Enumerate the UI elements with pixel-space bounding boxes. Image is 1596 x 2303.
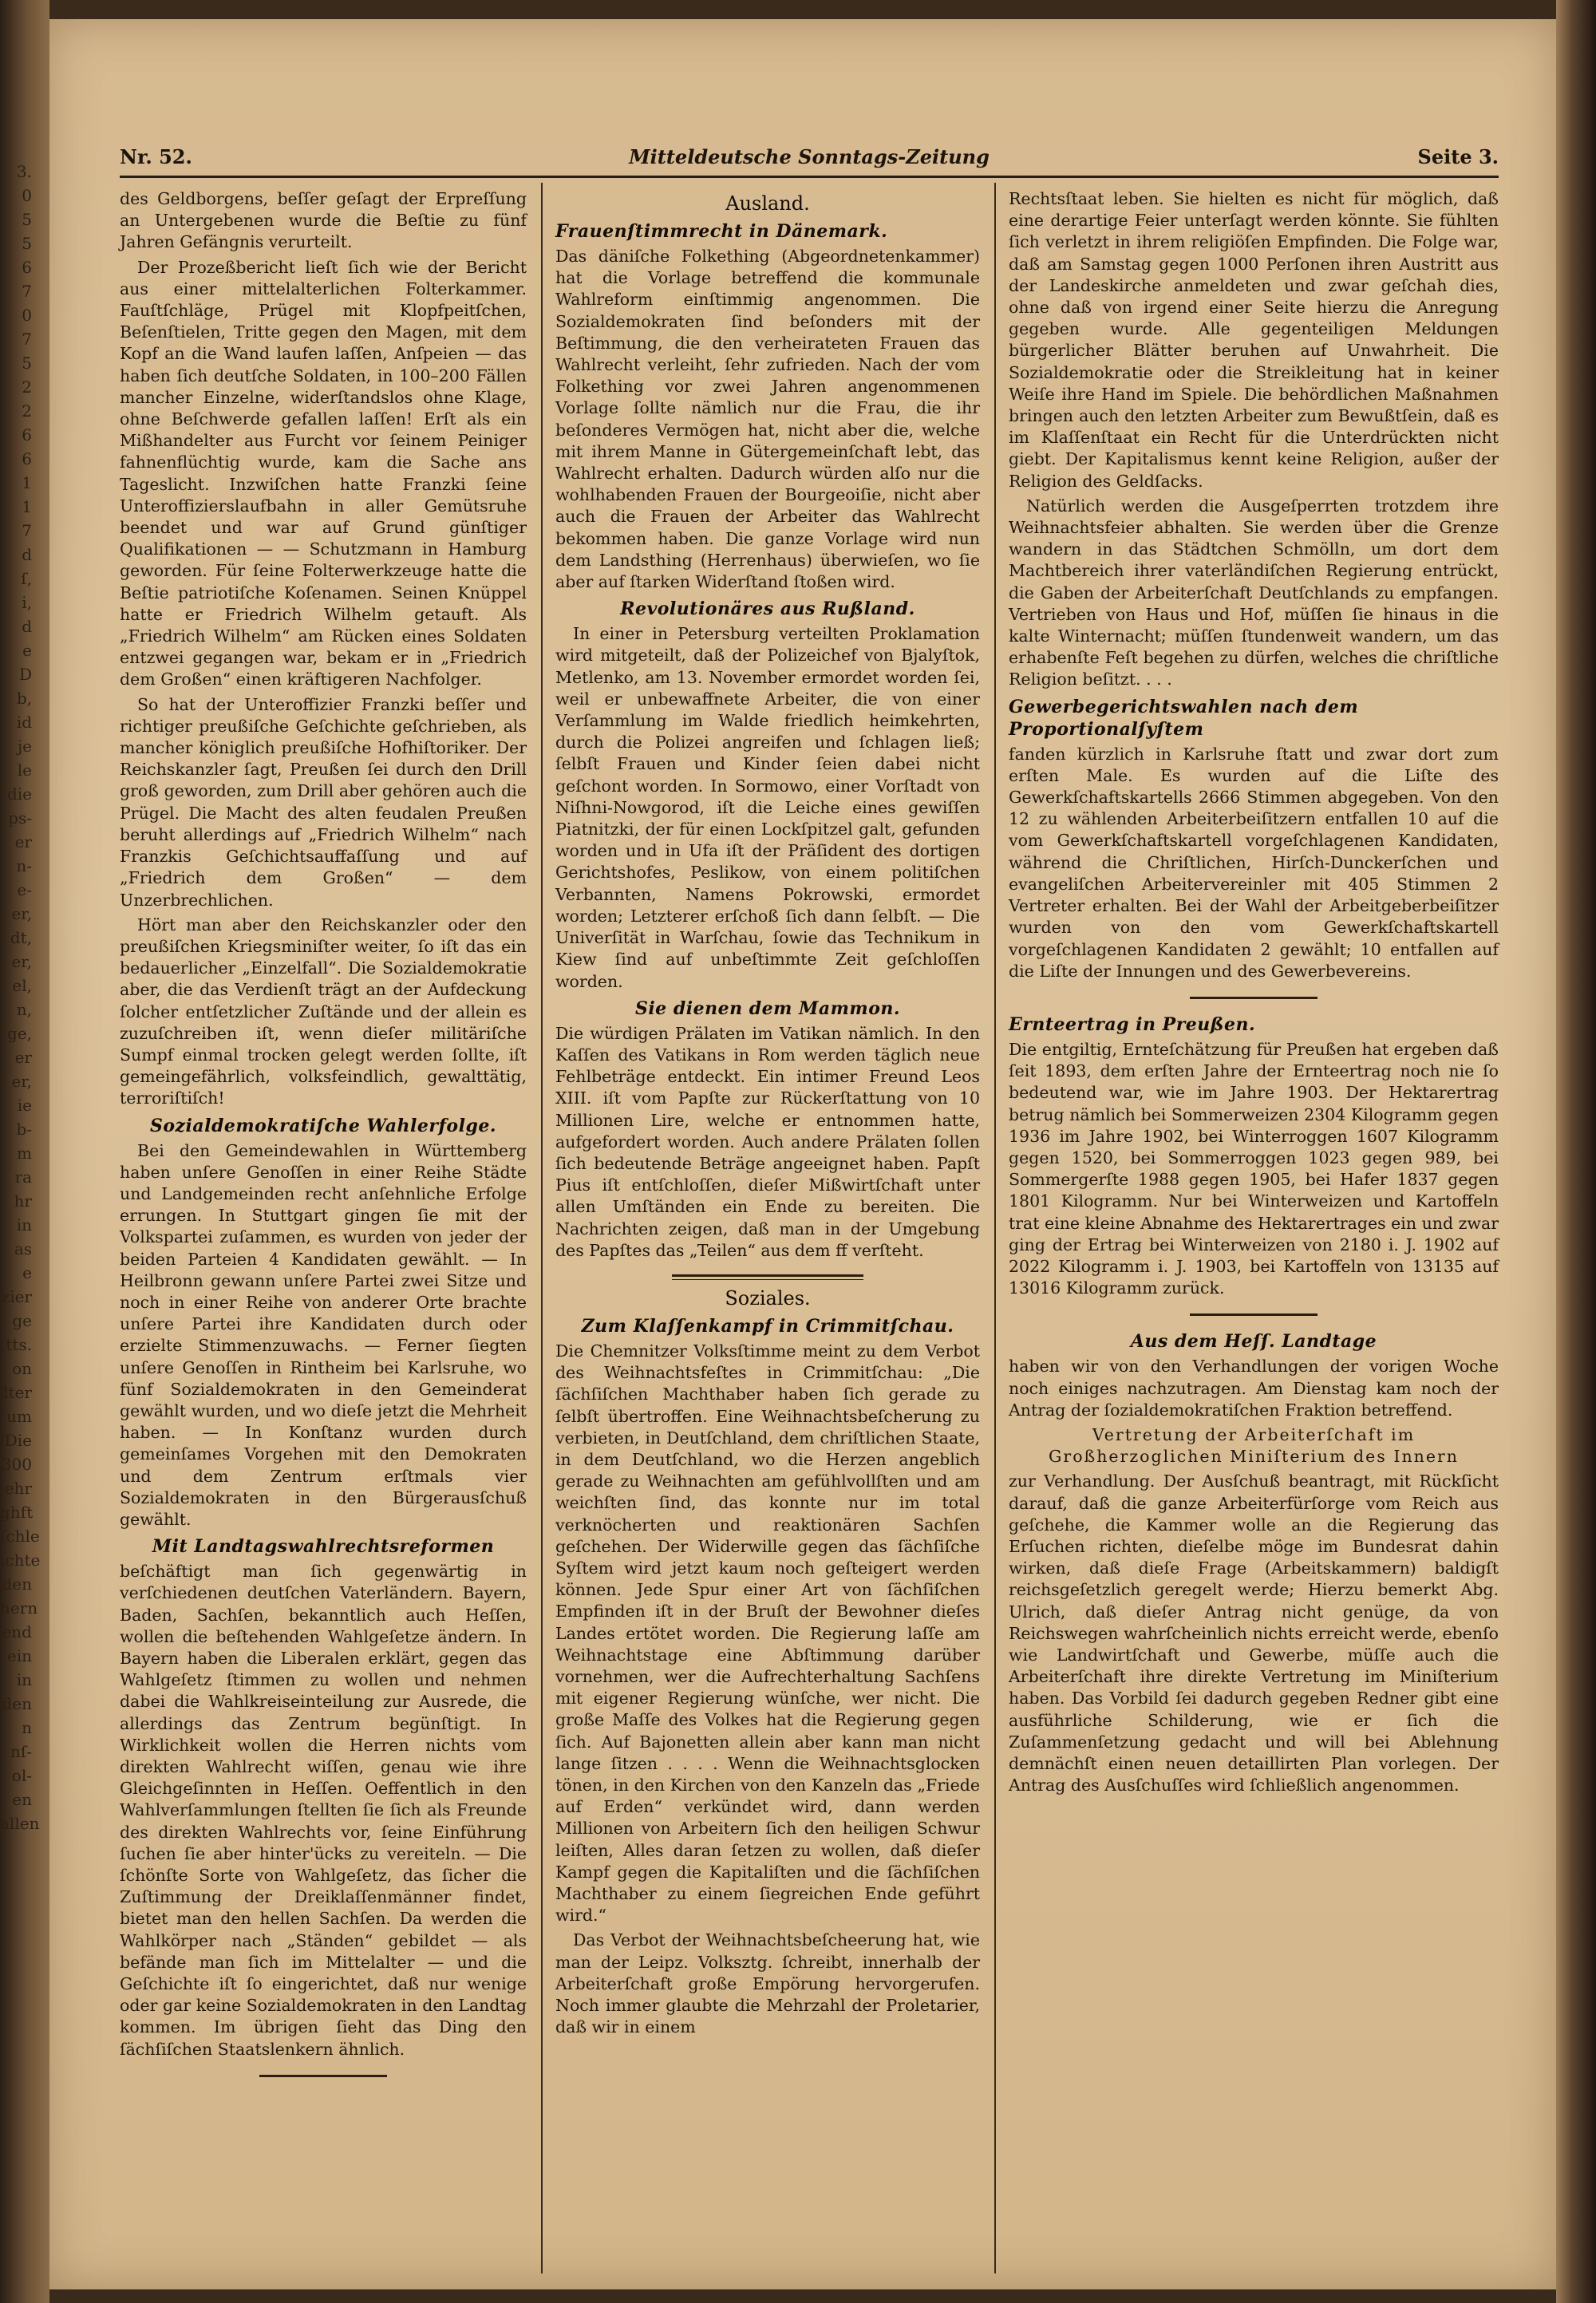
column-1 [120, 188, 527, 2263]
article-headline: Mit Landtagswahlrechtsreformen [152, 1536, 495, 1558]
article-headline: Frauenſtimmrecht in Dänemark. [555, 221, 888, 242]
adjacent-page-fragment: ichte [0, 1550, 41, 1570]
adjacent-page-fragment: 6 [22, 425, 32, 444]
adjacent-page-fragment: end [2, 1622, 32, 1641]
adjacent-page-fragment: 2 [22, 401, 32, 421]
adjacent-page-fragment: allen [0, 1814, 40, 1833]
article-text: haben wir von den Verhandlungen der vorigen Woche noch einiges nachzutragen. Am Dienstag kam noch der Antrag der ſozialdemokratiſchen Fraktion betreffend. [1009, 1357, 1499, 1420]
article-text: Natürlich werden die Ausgeſperrten trotzdem ihre Weihnachtsfeier abhalten. Sie werden über die Grenze wandern in das Städtchen Schmölln, um dort dem Machtbereich ihrer vaterländiſchen Regierung entrückt, die Gaben der Arbeiterſchaft Deutſchlands zu empfangen. Vertrieben von Haus und Hof, müſſen ſie hinaus in die kalte Winternacht; müſſen ſtundenweit wandern, um das erhabenſte Feſt begehen zu dürfen, welches die chriſtliche Religion beſitzt. . . . [1009, 496, 1499, 689]
adjacent-page-fragment: Die [4, 1431, 32, 1450]
adjacent-page-fragment: 5 [22, 234, 32, 253]
adjacent-page-fragment: ſchle [0, 1527, 40, 1546]
newspaper-title: Mitteldeutsche Sonntags-Zeitung [629, 145, 990, 168]
page-number: Seite 3. [1417, 145, 1499, 168]
section-heading: Ausland. [725, 192, 810, 215]
adjacent-page-fragment: 5 [22, 210, 32, 229]
book-spine-right [1556, 0, 1596, 2303]
column-divider [541, 183, 543, 2273]
adjacent-page-fragment: lter [3, 1383, 32, 1402]
article-text: fanden kürzlich in Karlsruhe ſtatt und zwar dort zum erſten Male. Es wurden auf die Liſte des Gewerkſchaftskartells 2666 Stimmen abgegeben. Von den 12 zu wählenden Arbeiterbeiſitzern entfallen 10 auf die vom Gewerkſchaftskartell vorgeſchlagenen Kandidaten, während die Chriſtlichen, Hirſch-Dunckerſchen und evangeliſchen Arbeitervereinler mit 405 Stimmen 2 Vertreter erhalten. Bei der Wahl der Arbeitgeberbeiſitzer wurden von den vom Gewerkſchaftskartell vorgeſchlagenen Kandidaten 2 gewählt; 10 entfallen auf die Liſte der Innungen und des Gewerbevereins. [1009, 744, 1499, 981]
article-headline: Sie dienen dem Mammon. [634, 997, 901, 1019]
article-subheading: Vertretung der Arbeiterſchaft im Großherzoglichen Miniſterium des Innern [1049, 1424, 1459, 1467]
article-text: Die entgiltig, Ernteſchätzung für Preußen hat ergeben daß ſeit 1893, dem erſten Jahre der Ernteertrag noch nie ſo bedeutend war, wie im Jahre 1903. Der Hektarertrag betrug nämlich bei Sommerweizen 2304 Kilogramm gegen 1936 im Jahre 1902, bei Winterroggen 1607 Kilogramm gegen 1520, bei Sommerroggen 1023 gegen 989, bei Sommergerſte 1988 gegen 1905, bei Hafer 1837 gegen 1801 Kilogramm. Nur bei Winterweizen und Kartoffeln trat eine kleine Abnahme des Hektarertrages ein und zwar ging der Ertrag bei Winterweizen von 2180 i. J. 1902 auf 2022 Kilogramm i. J. 1903, bei Kartoffeln von 13135 auf 13016 Kilogramm zurück. [1009, 1039, 1499, 1298]
article-text: In einer in Petersburg verteilten Proklamation wird mitgeteilt, daß der Polizeichef von Bjalyſtok, Metlenko, am 13. November ermordet worden ſei, weil er unbewaffnete Arbeiter, die von einer Verſammlung im Walde friedlich heimkehrten, durch die Polizei angreifen und ſchlagen ließ; ſelbſt Frauen und Kinder ſeien dabei nicht geſchont worden. In Sormowo, einer Vorſtadt von Niſhni-Nowgorod, iſt die Leiche eines gewiſſen Piatnitzki, der für einen Lockſpitzel galt, gefunden worden und in Ufa iſt der Präſident des dortigen Gerichtshofes, Peslikow, von einem politiſchen Verbannten, Namens Pokrowski, ermordet worden; Letzterer erſchoß ſich dann ſelbſt. — Die Univerſität in Warſchau, ſowie das Technikum in Kiew ſind auf unbeſtimmte Zeit geſchloſſen worden. [555, 624, 980, 991]
adjacent-page-fragments [0, 160, 41, 2202]
column-divider [994, 183, 996, 2273]
adjacent-page-fragment: 300 [1, 1455, 32, 1474]
adjacent-page-fragment: 7 [22, 282, 32, 301]
adjacent-page-fragment: 7 [22, 521, 32, 540]
adjacent-page-fragment: um [6, 1407, 32, 1426]
article-text: Hört man aber den Reichskanzler oder den preußiſchen Kriegsminiſter weiter, ſo iſt das ein bedauerlicher „Einzelfall“. Die Sozialdemokratie aber, die das Verdienſt trägt an der Aufdeckung ſolcher entſetzlicher Zuſtände und der allein es zuzuſchreiben iſt, wenn dieſer militäriſche Sumpf einmal trocken gelegt werden ſollte, iſt gemeingefährlich, volksfeindlich, gewalttätig, terroriſtiſch! [120, 914, 527, 1108]
adjacent-page-fragment: 1 [22, 497, 32, 516]
adjacent-page-fragment: ps- [8, 808, 32, 828]
adjacent-page-fragment: d [22, 617, 32, 636]
article-text: Rechtsſtaat leben. Sie hielten es nicht für möglich, daß eine derartige Feier unterſagt werden könnte. Sie fühlten ſich verletzt in ihrem religiöſen Empfinden. Die Folge war, daß am Samstag gegen 1000 Perſonen ihren Austritt aus der Landeskirche anmeldeten und zwar geſchah dies, ohne daß von irgend einer Seite hierzu die Anregung gegeben wurde. Alle gegenteiligen Meldungen bürgerlicher Blätter beruhen auf Unwahrheit. Die Sozialdemokratie oder die Streikleitung hat in keiner Weiſe ihre Hand im Spiele. Die behördlichen Maßnahmen bringen auch den letzten Arbeiter zum Bewußtſein, daß es im Klaſſenſtaat ein Recht für die Unterdrückten nicht giebt. Der Kapitalismus kennt keine Religion, außer der Religion des Geldſacks. [1009, 189, 1499, 491]
adjacent-page-fragment: ghft [0, 1503, 34, 1522]
adjacent-page-fragment: 3. [16, 162, 32, 181]
adjacent-page-fragment: ſ, [21, 569, 32, 588]
adjacent-page-fragment: m [17, 1144, 32, 1163]
adjacent-page-fragment: in [16, 1670, 32, 1689]
adjacent-page-fragment: er, [11, 1072, 32, 1091]
article-headline: Gewerbegerichtswahlen nach dem Proportionalſyſtem [1009, 696, 1359, 740]
column-3 [1009, 188, 1499, 2263]
adjacent-page-fragment: er [14, 832, 32, 851]
adjacent-page-fragment: D [18, 665, 32, 684]
adjacent-page-fragment: ein [6, 1646, 32, 1665]
adjacent-page-fragment: e [22, 641, 32, 660]
adjacent-page-fragment: je [17, 737, 32, 756]
article-text: des Geldborgens, beſſer geſagt der Erpreſſung an Untergebenen wurde die Beſtie zu fünf Jahren Gefängnis verurteilt. [120, 189, 527, 252]
newspaper-page [49, 19, 1556, 2289]
adjacent-page-fragment: er [14, 1048, 32, 1067]
article-text: Die Chemnitzer Volksſtimme meint zu dem Verbot des Weihnachtsfeſtes in Crimmitſchau: „Die ſächſiſchen Machthaber haben ſich gerade zu ſelbſt übertroffen. Eine Weihnachtsbeſcherung zu verbieten, in Deutſchland, dem chriſtlichen Staate, in dem Deutſchland, wo die Herzen angeblich gerade zu Weihnachten am gefühlvollſten und am weichſten ſind, das konnte nur im total verknöcherten und reaktionären Sachſen geſchehen. Der Widerwille gegen das ſächſiſche Syſtem wird jetzt kaum noch geſteigert werden können. Jede Spur einer Art von ſächſiſchen Empfinden iſt in der Bruſt der Bewohner dieſes Landes ertötet worden. Die Regierung laſſe am Weihnachtstage eine Abſtimmung darüber vornehmen, wer die Aufrechterhaltung Sachſens mit eigener Regierung wünſche, wer nicht. Die große Maſſe des Volkes hat die Regierung gegen ſich. Auf Bajonetten allein aber kann man nicht lange ſitzen . . . . Wenn die Weihnachtsglocken tönen, in den Kirchen von den Kanzeln das „Friede auf Erden“ verkündet wird, dann werden Millionen von Arbeitern ſich den heiligen Schwur leiſten, Alles daran ſetzen zu wollen, daß dieſer Kampf gegen die Kapitaliſten und die ſächſiſchen Machthaber zu einem ſiegreichen Ende geführt wird.“ [555, 1341, 980, 1926]
adjacent-page-fragment: ehr [4, 1479, 32, 1498]
column-2 [555, 188, 980, 2263]
adjacent-page-fragment: den [2, 1574, 32, 1594]
adjacent-page-fragment: e [22, 1263, 32, 1282]
adjacent-page-fragment: d [22, 545, 32, 564]
article-text: beſchäftigt man ſich gegenwärtig in verſchiedenen deutſchen Vaterländern. Bayern, Baden, Sachſen, bekanntlich auch Heſſen, wollen die beſtehenden Wahlgeſetze ändern. In Bayern haben die Liberalen erklärt, gegen das Wahlgeſetz ſtimmen zu wollen und nehmen dabei die Wahlkreiseinteilung zur Ausrede, die allerdings das Zentrum begünſtigt. In Wirklichkeit wollen die Herren nichts vom direkten Wahlrecht wiſſen, genau wie ihre Gleichgeſinnten in Heſſen. Oeffentlich in den Wahlverſammlungen ſtellten ſie ſich als Freunde des direkten Wahlrechts vor, ſeine Einführung ſuchen ſie aber hinter'ücks zu vereiteln. — Die ſchönſte Sorte von Wahlgeſetz, das ſicher die Zuſtimmung der Dreiklaſſenmänner findet, bietet man den hellen Sachſen. Da werden die Wahlkörper nach „Ständen“ gebildet — als befände man ſich im Mittelalter — und die Geſchichte iſt ſo eingerichtet, daß nur wenige oder gar keine Sozialdemokraten in den Landtag kommen. Im übrigen ſieht das Ding den ſächſiſchen Staatslenkern ähnlich. [120, 1562, 527, 2059]
adjacent-page-fragment: 5 [22, 354, 32, 373]
adjacent-page-fragment: tts. [6, 1335, 32, 1354]
adjacent-page-fragment: en [12, 1790, 32, 1809]
article-text: Das däniſche Folkething (Abgeordnetenkammer) hat die Vorlage betreffend die kommunale Wahlreform einſtimmig angenommen. Die Sozialdemokraten ſind beſonders mit der Beſtimmung, die den verheirateten Frauen das Wahlrecht verleiht, ſehr zufrieden. Nach der vom Folkething vor zwei Jahren angenommenen Vorlage ſollte nämlich nur die Frau, die ihr beſonderes Vermögen hat, nicht aber die, welche mit ihrem Manne in Gütergemeinſchaft lebt, das Wahlrecht erhalten. Dadurch würden alſo nur die wohlhabenden Frauen der Bourgeoiſie, nicht aber auch die Frauen der Arbeiter das Wahlrecht bekommen haben. Die ganze Vorlage wird nun dem Landsthing (Herrenhaus) überwieſen, wo ſie aber auf ſtarken Widerſtand ſtoßen wird. [555, 247, 980, 592]
article-text: Bei den Gemeindewahlen in Württemberg haben unſere Genoſſen in einer Reihe Städte und Landgemeinden recht anſehnliche Erfolge errungen. In Stuttgart gingen ſie mit der Volkspartei zuſammen, es wurden von jeder der beiden Parteien 4 Kandidaten gewählt. — In Heilbronn gewann unſere Partei zwei Sitze und noch in einer Reihe von anderer Orte brachte unſere Partei ihre Kandidaten durch oder erzielte Stimmenzuwachs. — Ferner ſiegten unſere Genoſſen in Rintheim bei Karlsruhe, wo fünf Sozialdemokraten in den Gemeinderat gewählt wurden, und wo dieſe jetzt die Mehrheit haben. — In Konſtanz wurden durch gemeinſames Vorgehen mit den Demokraten und dem Zentrum erſtmals vier Sozialdemokraten in den Bürgerausſchuß gewählt. [120, 1140, 527, 1529]
article-text: So hat der Unteroffizier Franzki beſſer und richtiger preußiſche Geſchichte geſchrieben, als mancher königlich preußiſche Hofhiſtoriker. Der Reichskanzler ſagt, Preußen ſei durch den Drill groß geworden, zum Drill aber gehören auch die Prügel. Die Macht des alten feudalen Preußen beruht allerdings auf „Friedrich Wilhelm“ nach Franzkis Geſchichtsauffaſſung und auf „Friedrich dem Großen“ — dem Unzerbrechlichen. [120, 694, 527, 910]
adjacent-page-fragment: er, [11, 952, 32, 971]
adjacent-page-fragment: 7 [22, 330, 32, 349]
adjacent-page-fragment: ge, [7, 1024, 32, 1043]
adjacent-page-fragment: id [16, 713, 32, 732]
adjacent-page-fragment: hr [14, 1191, 32, 1211]
adjacent-page-fragment: den [2, 1694, 32, 1713]
article-text: Der Prozeßbericht lieſt ſich wie der Bericht aus einer mittelalterlichen Folterkammer. Fauſtſchläge, Prügel mit Klopfpeitſchen, Beſenſtielen, Tritte gegen den Magen, mit dem Kopf an die Wand laufen laſſen, Anſpeien — das haben ſich deutſche Soldaten, in 100–200 Fällen mancher Einzelne, widerſtandslos ohne Klage, ohne Beſchwerde gefallen laſſen! Erſt als ein Mißhandelter aus Furcht vor ſeinem Peiniger fahnenflüchtig wurde, kam die Sache ans Tageslicht. Inzwiſchen hatte Franzki ſeine Unteroffizierslaufbahn in aller Gemütsruhe beendet und war auf Grund günſtiger Qualifikationen — — Schutzmann in Hamburg geworden. Für ſeine Folterwerkzeuge hatte die Beſtie patriotiſche Koſenamen. Seinen Knüppel hatte er Friedrich Wilhelm getauft. Als „Friedrich Wilhelm“ am Rücken eines Soldaten entzwei gegangen war, bekam er in „Friedrich dem Großen“ einen kräftigeren Nachfolger. [120, 257, 527, 689]
adjacent-page-fragment: as [14, 1239, 32, 1258]
adjacent-page-fragment: n [22, 1718, 32, 1737]
adjacent-page-fragment: nſ- [10, 1742, 32, 1761]
adjacent-page-fragment: ra [14, 1167, 32, 1187]
adjacent-page-fragment: n, [16, 1000, 32, 1019]
adjacent-page-fragment: e- [17, 880, 32, 899]
article-separator [1190, 997, 1317, 999]
adjacent-page-fragment: el, [12, 976, 32, 995]
adjacent-page-fragment: ol- [11, 1766, 32, 1785]
adjacent-page-fragment: die [6, 784, 32, 804]
adjacent-page-fragment: n- [16, 856, 32, 875]
adjacent-page-fragment: 0 [22, 306, 32, 325]
section-heading: Soziales. [725, 1286, 811, 1310]
adjacent-page-fragment: b, [16, 689, 32, 708]
issue-number: Nr. 52. [120, 145, 192, 168]
adjacent-page-fragment: b- [16, 1120, 32, 1139]
section-separator [672, 1274, 863, 1280]
adjacent-page-fragment: i, [22, 593, 32, 612]
adjacent-page-fragment: er, [11, 904, 32, 923]
article-text: Die würdigen Prälaten im Vatikan nämlich. In den Kaſſen des Vatikans in Rom werden täglich neue Fehlbeträge entdeckt. Ein intimer Freund Leos XIII. iſt vom Papſte zur Rückerſtattung von 10 Millionen Lire, welche er entnommen hatte, aufgefordert worden. Auch andere Prälaten ſollen ſich bedeutende Beträge angeeignet haben. Papſt Pius iſt entſchloſſen, dieſer Mißwirtſchaft unter allen Umſtänden ein Ende zu bereiten. Die Nachrichten zeigen, daß man in der Umgebung des Papſtes das „Teilen“ aus dem ff verſteht. [555, 1023, 980, 1260]
header-rule [120, 176, 1499, 178]
article-text: Das Verbot der Weihnachtsbeſcheerung hat, wie man der Leipz. Volksztg. ſchreibt, innerhalb der Arbeiterſchaft große Empörung hervorgerufen. Noch immer glaubte die Mehrzahl der Proletarier, daß wir in einem [555, 1930, 980, 2037]
article-headline: Aus dem Heſſ. Landtage [1130, 1331, 1377, 1353]
page-header [120, 139, 1499, 174]
article-headline: Zum Klaſſenkampf in Crimmitſchau. [581, 1315, 954, 1337]
article-headline: Ernteertrag in Preußen. [1009, 1013, 1256, 1035]
adjacent-page-fragment: 6 [22, 258, 32, 277]
adjacent-page-fragment: zier [1, 1287, 32, 1306]
article-separator [1190, 1313, 1317, 1316]
adjacent-page-fragment: ie [17, 1096, 32, 1115]
article-text: zur Verhandlung. Der Ausſchuß beantragt, mit Rückſicht darauf, daß die ganze Arbeiterfürſorge vom Reich aus geſchehe, die Kammer wolle an die Regierung das Erſuchen richten, dieſelbe möge im Bundesrat dahin wirken, daß dieſe Frage (Arbeitskammern) baldigſt reichsgeſetzlich geregelt werde; Hierzu bemerkt Abg. Ulrich, daß dieſer Antrag nicht genüge, da von Reichswegen wahrſcheinlich nichts erreicht werde, ebenſo wie Landwirtſchaft und Gewerbe, müſſe auch die Arbeiterſchaft ihre direkte Vertretung im Miniſterium haben. Das Vorbild ſei dadurch gegeben Redner gibt eine ausführliche Schilderung, wie er ſich die Zuſammenſetzung gedacht und will bei Ablehnung demnächſt einen neuen detaillirten Plan vorlegen. Der Antrag des Ausſchuſſes wird ſchließlich angenommen. [1009, 1471, 1499, 1795]
article-separator [259, 2075, 387, 2077]
adjacent-page-fragment: 2 [22, 377, 32, 397]
adjacent-page-fragment: 1 [22, 473, 32, 492]
article-headline: Revolutionäres aus Rußland. [620, 598, 915, 620]
adjacent-page-fragment: 6 [22, 449, 32, 468]
adjacent-page-fragment: on [12, 1359, 32, 1378]
adjacent-page-fragment: le [17, 760, 32, 780]
adjacent-page-fragment: ge [12, 1311, 32, 1330]
article-headline: Sozialdemokratiſche Wahlerfolge. [150, 1115, 496, 1136]
adjacent-page-fragment: hern [0, 1598, 38, 1618]
adjacent-page-fragment: 0 [22, 186, 32, 205]
adjacent-page-fragment: dt, [10, 928, 32, 947]
adjacent-page-fragment: in [16, 1215, 32, 1234]
